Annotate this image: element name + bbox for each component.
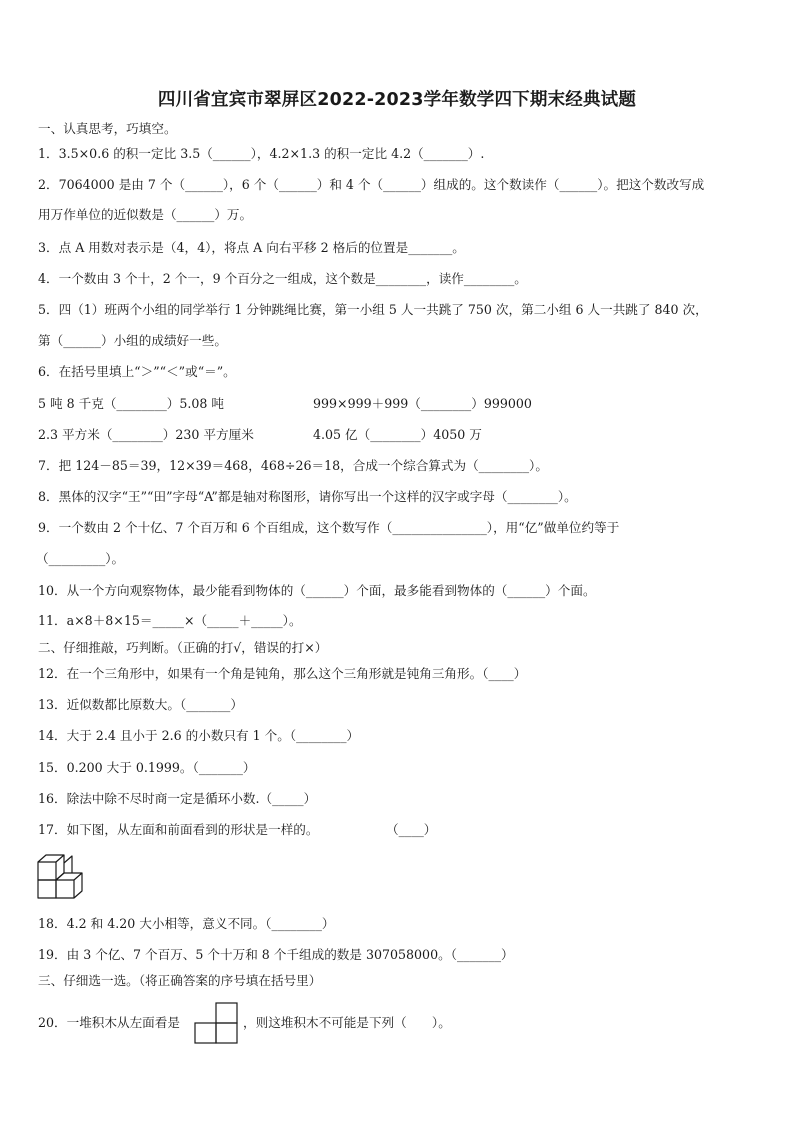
- section-heading-2: 二、仔细推敲，巧判断。（正确的打√，错误的打×）: [38, 640, 328, 655]
- question-6-item-2: 999×999＋999（________）999000: [313, 396, 532, 411]
- question-20-part-2: ，则这堆积木不可能是下列（ ）。: [243, 1015, 451, 1030]
- cube-top-upper-face: [38, 855, 64, 862]
- question-12: 12．在一个三角形中，如果有一个角是钝角，那么这个三角形就是钝角三角形。（____）: [38, 666, 527, 681]
- question-6-item-1: 5 吨 8 千克（________）5.08 吨: [38, 396, 225, 411]
- cube-stack-figure: [36, 852, 90, 900]
- question-14: 14．大于 2.4 且小于 2.6 的小数只有 1 个。（________）: [38, 728, 360, 743]
- question-19: 19．由 3 个亿、7 个百万、5 个十万和 8 个千组成的数是 307058000。（_______）: [38, 947, 514, 962]
- question-17: 17．如下图，从左面和前面看到的形状是一样的。: [38, 822, 319, 837]
- question-11: 11．a×8＋8×15＝_____×（_____＋_____）。: [38, 613, 302, 628]
- left-view-figure: [194, 1001, 240, 1045]
- block-bottom-right: [216, 1023, 237, 1043]
- question-6-item-4: 4.05 亿（________）4050 万: [313, 427, 482, 442]
- question-2-line-1: 2．7064000 是由 7 个（______），6 个（______）和 4 个（______）组成的。这个数读作（______）。把这个数改写成: [38, 177, 705, 192]
- question-2-line-2: 用万作单位的近似数是（______）万。: [38, 207, 253, 222]
- block-top: [216, 1003, 237, 1023]
- page-title: 四川省宜宾市翠屏区2022-2023学年数学四下期末经典试题: [157, 90, 637, 110]
- question-3: 3．点 A 用数对表示是（4，4），将点 A 向右平移 2 格后的位置是_______。: [38, 240, 465, 255]
- cube-bottom-left: [38, 880, 56, 898]
- question-5-line-2: 第（______）小组的成绩好一些。: [38, 333, 227, 348]
- cube-right-upper-face: [56, 873, 82, 880]
- question-1: 1．3.5×0.6 的积一定比 3.5（______），4.2×1.3 的积一定比 4.2（_______）.: [38, 146, 485, 161]
- cube-bottom-right: [56, 880, 74, 898]
- question-7: 7．把 124－85＝39，12×39＝468，468÷26＝18，合成一个综合算式为（________）。: [38, 458, 548, 473]
- cube-back-edge: [64, 856, 72, 873]
- section-heading-1: 一、认真思考，巧填空。: [38, 121, 177, 136]
- question-17-answer-blank: （____）: [386, 822, 437, 837]
- question-6: 6．在括号里填上“＞”“＜”或“＝”。: [38, 364, 236, 379]
- question-8: 8．黑体的汉字“王”“田”字母“A”都是轴对称图形，请你写出一个这样的汉字或字母（________）。: [38, 489, 577, 504]
- question-16: 16．除法中除不尽时商一定是循环小数.（_____）: [38, 791, 317, 806]
- section-heading-3: 三、仔细选一选。（将正确答案的序号填在括号里）: [38, 973, 322, 988]
- question-20-part-1: 20．一堆积木从左面看是: [38, 1015, 180, 1030]
- question-9-line-1: 9．一个数由 2 个十亿、7 个百万和 6 个百组成，这个数写作（_______________），用“亿”做单位约等于: [38, 520, 620, 535]
- question-18: 18．4.2 和 4.20 大小相等，意义不同。（________）: [38, 916, 335, 931]
- question-15: 15．0.200 大于 0.1999。（_______）: [38, 760, 256, 775]
- question-4: 4．一个数由 3 个十，2 个一，9 个百分之一组成，这个数是________，读作________。: [38, 271, 527, 286]
- cube-top: [38, 862, 56, 880]
- question-5-line-1: 5．四（1）班两个小组的同学举行 1 分钟跳绳比赛，第一小组 5 人一共跳了 750 次，第二小组 6 人一共跳了 840 次，: [38, 302, 708, 317]
- question-9-line-2: （_________）。: [36, 551, 125, 566]
- question-6-item-3: 2.3 平方米（________）230 平方厘米: [38, 427, 254, 442]
- question-13: 13．近似数都比原数大。（_______）: [38, 697, 243, 712]
- question-10: 10．从一个方向观察物体，最少能看到物体的（______）个面，最多能看到物体的（______）个面。: [38, 583, 596, 598]
- block-bottom-left: [195, 1023, 216, 1043]
